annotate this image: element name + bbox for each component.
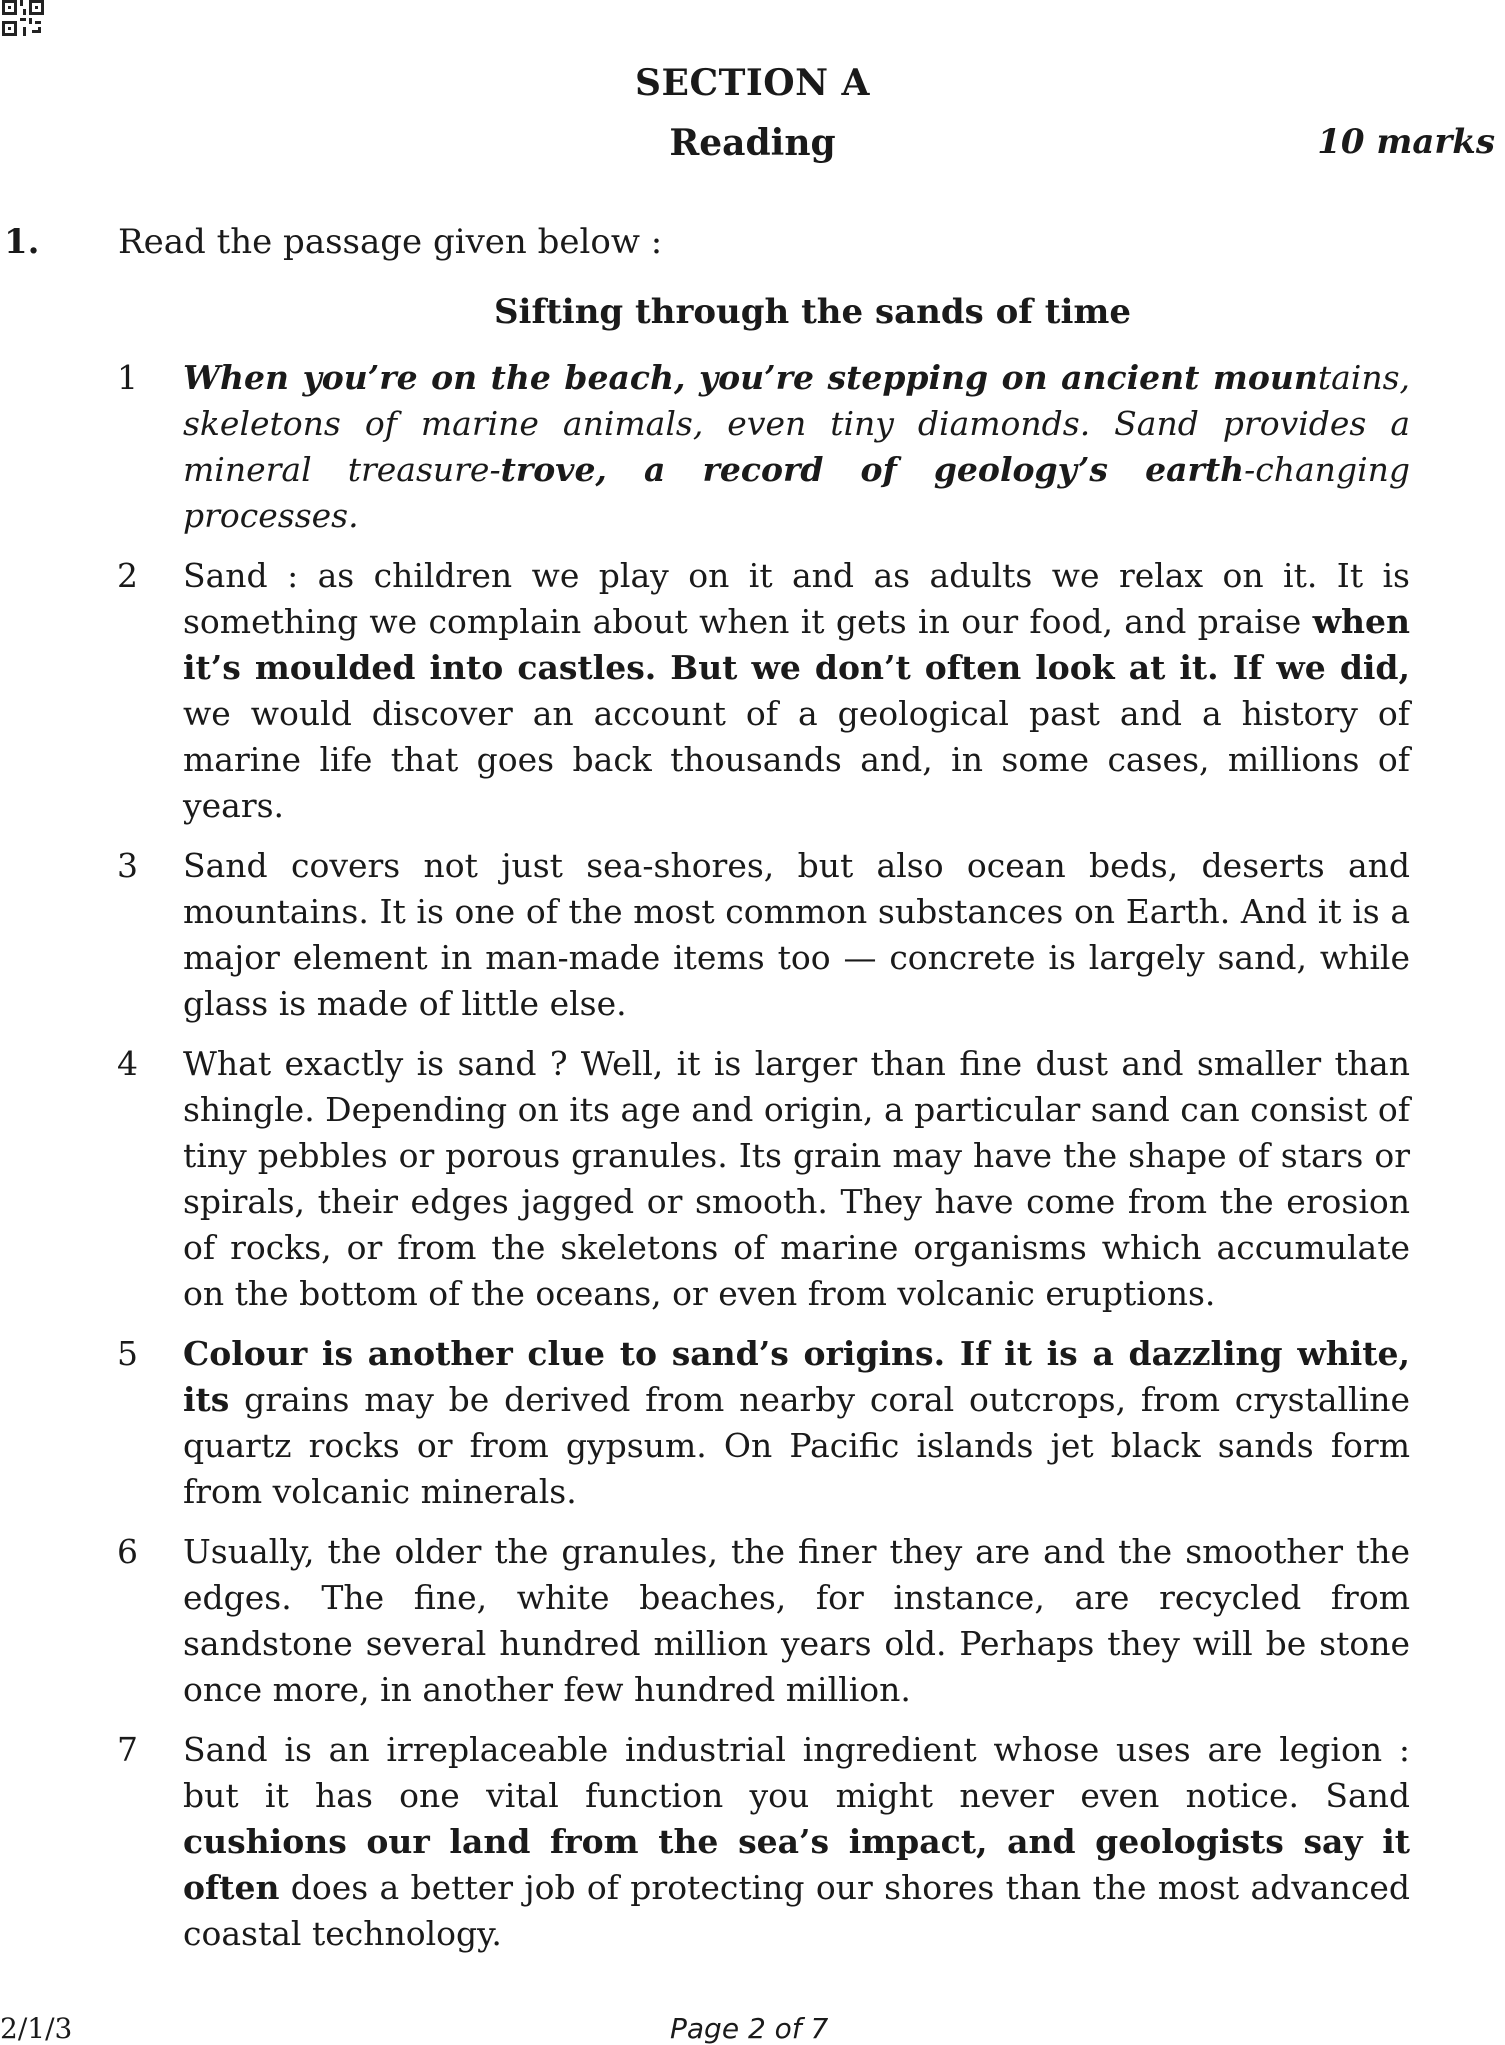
paragraph-text: Usually, the older the granules, the finer they are and the smoother the edges. The fine, white beaches, for instance, are recycled from sandstone several hundred million years old. Perhaps they will be stone once more, in another few hundred million.: [183, 1532, 1410, 1709]
paragraph-2: [0, 553, 1505, 829]
bold-text: cushions our land from the sea’s impact, and geologists say it often: [183, 1822, 1410, 1907]
paragraph-5: [0, 1331, 1505, 1515]
emphasis-text: When you’re on the beach, you’re stepping on ancient moun: [183, 358, 1318, 397]
plain-text: grains may be derived from nearby coral outcrops, from crystalline quartz rocks or from gypsum. On Pacific islands jet black sands form from volcanic minerals.: [183, 1380, 1410, 1511]
paragraph-number: 2: [117, 556, 138, 595]
paragraph-text: [183, 355, 1410, 539]
italic-text: tains, skeletons of marine animals, even tiny diamonds. Sand provides a mineral treasure-: [183, 358, 1410, 489]
question-number: 1.: [4, 222, 40, 262]
paragraph-number: 6: [117, 1532, 138, 1571]
paragraph-number: 7: [117, 1730, 138, 1769]
page-number: Page 2 of 7: [670, 2012, 829, 2045]
paragraph-number: 4: [117, 1044, 138, 1083]
paragraph-number: 1: [117, 358, 138, 397]
section-subtitle: Reading: [669, 122, 836, 164]
paragraph-7: [0, 1727, 1505, 1957]
paragraph-number: 3: [117, 846, 138, 885]
passage-body: [0, 355, 1505, 1971]
emphasis-text: trove, a record of geology’s earth: [500, 450, 1245, 489]
paragraph-text: What exactly is sand ? Well, it is larger than fine dust and smaller than shingle. Depending on its age and origin, a particular sand can consist of tiny pebbles or porous granules. Its grain may have the shape of stars or spirals, their edges jagged or smooth. They have come from the erosion of rocks, or from the skeletons of marine organisms which accumulate on the bottom of the oceans, or even from volcanic eruptions.: [183, 1044, 1410, 1313]
section-header-row: [0, 122, 1505, 168]
paragraph-text: Sand covers not just sea-shores, but also ocean beds, deserts and mountains. It is one of the most common substances on Earth. And it is a major element in man-made items too — concrete is largely sand, while glass is made of little else.: [183, 846, 1410, 1023]
qr-code-icon: [2, 0, 44, 36]
plain-text: does a better job of protecting our shores than the most advanced coastal technology.: [183, 1868, 1410, 1953]
paper-code: 2/1/3: [0, 2012, 73, 2045]
paragraph-3: [0, 843, 1505, 1027]
paragraph-text: [183, 553, 1410, 829]
paragraph-1: [0, 355, 1505, 539]
paragraph-number: 5: [117, 1334, 138, 1373]
plain-text: Sand : as children we play on it and as adults we relax on it. It is something we complain about when it gets in our food, and praise: [183, 556, 1410, 641]
paragraph-4: [0, 1041, 1505, 1317]
section-marks: 10 marks: [1317, 122, 1495, 162]
paragraph-text: [183, 1331, 1410, 1515]
paragraph-6: [0, 1529, 1505, 1713]
bold-text: Colour is another clue to sand’s origins. If it is a dazzling white, its: [183, 1334, 1410, 1419]
passage-title: Sifting through the sands of time: [493, 292, 1132, 332]
section-title: SECTION A: [635, 62, 870, 104]
italic-text: -changing processes.: [183, 450, 1410, 535]
plain-text: Sand is an irreplaceable industrial ingredient whose uses are legion : but it has one vital function you might never even notice. Sand: [183, 1730, 1410, 1815]
paragraph-text: [183, 1727, 1410, 1957]
bold-text: when it’s moulded into castles. But we don’t often look at it. If we did,: [183, 602, 1410, 687]
question-prompt: Read the passage given below :: [118, 222, 663, 262]
plain-text: we would discover an account of a geological past and a history of marine life that goes back thousands and, in some cases, millions of years.: [183, 694, 1410, 825]
